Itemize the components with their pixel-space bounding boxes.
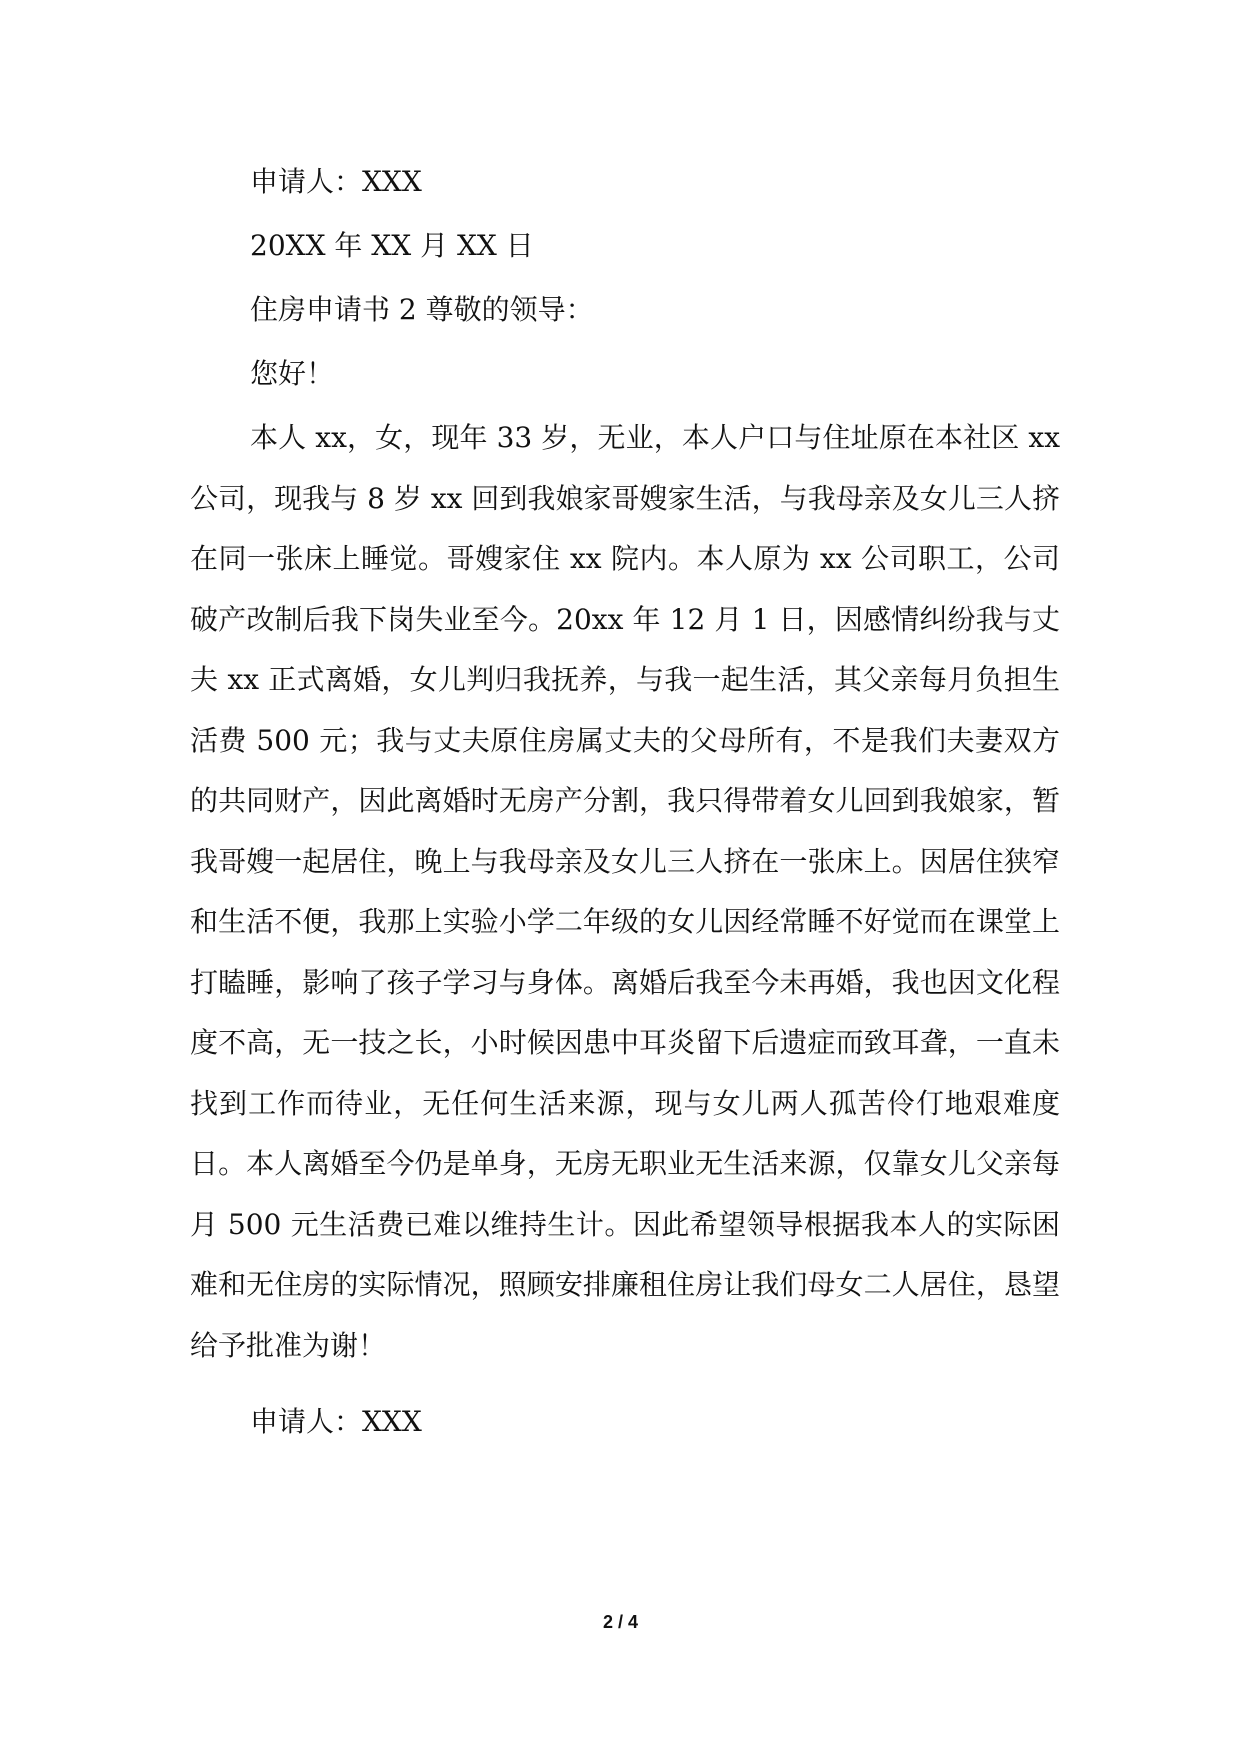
date-line: 20XX 年 XX 月 XX 日 (250, 229, 534, 262)
document-body (190, 150, 1060, 1454)
greeting: 您好！ (250, 357, 335, 390)
applicant-signature-bottom: 申请人：XXX (250, 1405, 422, 1438)
applicant-signature-top: 申请人：XXX (250, 165, 422, 198)
body-paragraph: 本人 xx，女，现年 33 岁，无业，本人户口与住址原在本社区 xx 公司，现我与 8 岁 xx 回到我娘家哥嫂家生活，与我母亲及女儿三人挤在同一张床上睡觉。哥嫂家住 xx 院内。本人原为 xx 公司职工，公司破产改制后我下岗失业至今。20xx 年 12 月 1 日，因感情纠纷我与丈夫 xx 正式离婚，女儿判归我抚养，与我一起生活，其父亲每月负担生活费 500 元；我与丈夫原住房属丈夫的父母所有，不是我们夫妻双方的共同财产，因此离婚时无房产分割，我只得带着女儿回到我娘家，暂我哥嫂一起居住，晚上与我母亲及女儿三人挤在一张床上。因居住狭窄和生活不便，我那上实验小学二年级的女儿因经常睡不好觉而在课堂上打瞌睡，影响了孩子学习与身体。离婚后我至今未再婚，我也因文化程度不高，无一技之长，小时候因患中耳炎留下后遗症而致耳聋，一直未找到工作而待业，无任何生活来源，现与女儿两人孤苦伶仃地艰难度日。本人离婚至今仍是单身，无房无职业无生活来源，仅靠女儿父亲每月 500 元生活费已难以维持生计。因此希望领导根据我本人的实际困难和无住房的实际情况，照顾安排廉租住房让我们母女二人居住，恳望给予批准为谢！ (190, 421, 1060, 1362)
letter-heading: 住房申请书 2 尊敬的领导： (250, 293, 594, 326)
page-number: 2 / 4 (602, 1612, 639, 1632)
